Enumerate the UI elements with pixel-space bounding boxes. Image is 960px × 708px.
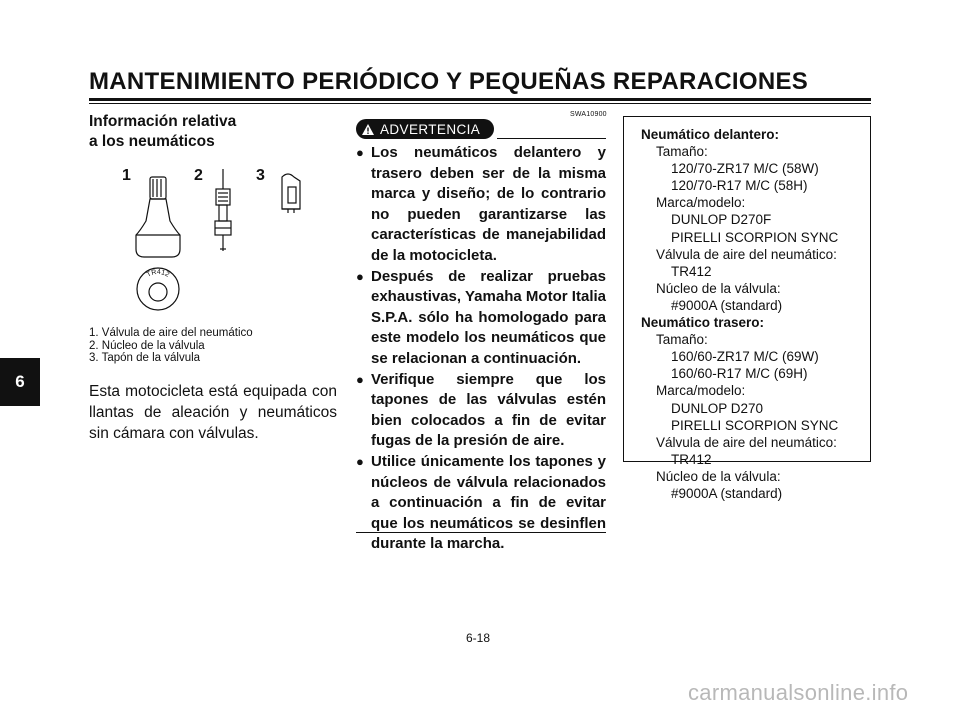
watermark: carmanualsonline.info — [688, 680, 909, 705]
rear-size-2: 160/60-R17 M/C (69H) — [671, 366, 808, 382]
warning-item-text: Después de realizar pruebas exhaustivas, Yamaha Motor Italia S.P.A. sólo ha homologado para este modelo los neumáticos que se relacionan a continuación. — [371, 267, 606, 367]
bullet-icon: ● — [356, 371, 364, 387]
page-title: MANTENIMIENTO PERIÓDICO Y PEQUEÑAS REPARACIONES — [89, 68, 809, 95]
rear-tire-heading: Neumático trasero: — [641, 315, 765, 331]
caption-2: 2. Núcleo de la válvula — [89, 339, 205, 352]
figure-captions — [89, 327, 253, 365]
spec-list — [641, 126, 838, 502]
front-valve-label: Válvula de aire del neumático: — [656, 246, 837, 262]
warning-badge — [356, 119, 494, 139]
caption-1: 1. Válvula de aire del neumático — [89, 327, 253, 339]
rear-brand-label: Marca/modelo: — [656, 383, 746, 399]
warning-item-text: Verifique siempre que los tapones de las válvulas estén bien colocados a fin de evitar fugas de la presión de aire. — [371, 370, 606, 450]
bullet-icon: ● — [356, 453, 364, 469]
front-core-label: Núcleo de la válvula: — [656, 280, 781, 296]
valve-drawing — [110, 165, 310, 325]
warning-triangle-icon — [356, 119, 380, 139]
warning-item — [356, 452, 606, 555]
warning-item — [356, 370, 606, 452]
rear-brand-2: PIRELLI SCORPION SYNC — [671, 417, 839, 433]
rear-size-1: 160/60-ZR17 M/C (69W) — [671, 349, 819, 365]
front-core: #9000A (standard) — [671, 297, 783, 313]
title-rule-thin — [89, 103, 871, 104]
figure-number-2: 2 — [194, 167, 203, 184]
valve-figure — [110, 165, 310, 325]
warning-bottom-rule — [356, 532, 606, 533]
body-paragraph: Esta motocicleta está equipada con llantas de aleación y neumáticos sin cámara con válvulas. — [89, 383, 337, 442]
rear-valve-label: Válvula de aire del neumático: — [656, 434, 837, 450]
caption-3: 3. Tapón de la válvula — [89, 352, 201, 364]
warning-item — [356, 143, 606, 267]
tr412-diagram — [137, 268, 179, 310]
warning-list — [356, 143, 606, 555]
rear-core: #9000A (standard) — [671, 485, 783, 501]
front-valve: TR412 — [671, 263, 712, 279]
front-brand-label: Marca/modelo: — [656, 195, 746, 211]
front-size-1: 120/70-ZR17 M/C (58W) — [671, 161, 819, 177]
rear-brand-1: DUNLOP D270 — [671, 400, 764, 416]
front-brand-1: DUNLOP D270F — [671, 212, 772, 228]
figure-number-3: 3 — [256, 167, 265, 184]
front-tire-heading: Neumático delantero: — [641, 127, 780, 142]
rear-core-label: Núcleo de la válvula: — [656, 468, 781, 484]
valve-cap-drawing — [282, 174, 300, 213]
figure-number-1: 1 — [122, 167, 131, 184]
front-size-2: 120/70-R17 M/C (58H) — [671, 178, 808, 194]
section-heading — [89, 112, 337, 152]
front-brand-2: PIRELLI SCORPION SYNC — [671, 229, 839, 245]
section-heading-block — [89, 112, 337, 152]
warning-item-text: Los neumáticos delantero y trasero deben ser de la misma marca y diseño; de lo contrario no pueden garantizarse las características de manejabilidad de la motocicleta. — [371, 144, 606, 264]
warning-code: SWA10900 — [570, 111, 607, 118]
rear-valve: TR412 — [671, 451, 712, 467]
section-heading-line1: Información relativa — [89, 113, 237, 130]
front-size-label: Tamaño: — [656, 144, 708, 160]
tr412-label: TR412 — [145, 268, 171, 279]
bullet-icon: ● — [356, 145, 364, 160]
chapter-tab: 6 — [0, 358, 40, 406]
warning-item-text: Utilice únicamente los tapones y núcleos de válvula relacionados a continuación a fin de evitar que los neumáticos se desinflen durante la marcha. — [371, 452, 606, 553]
valve-core-drawing — [215, 169, 231, 251]
bullet-icon: ● — [356, 268, 364, 284]
section-heading-line2: a los neumáticos — [89, 133, 215, 150]
air-valve-drawing — [136, 177, 180, 257]
warning-label: ADVERTENCIA — [380, 121, 481, 137]
warning-rule — [497, 138, 606, 139]
warning-item — [356, 267, 606, 370]
title-rule — [89, 98, 871, 101]
rear-size-label: Tamaño: — [656, 332, 708, 348]
page-number: 6-18 — [466, 631, 491, 645]
